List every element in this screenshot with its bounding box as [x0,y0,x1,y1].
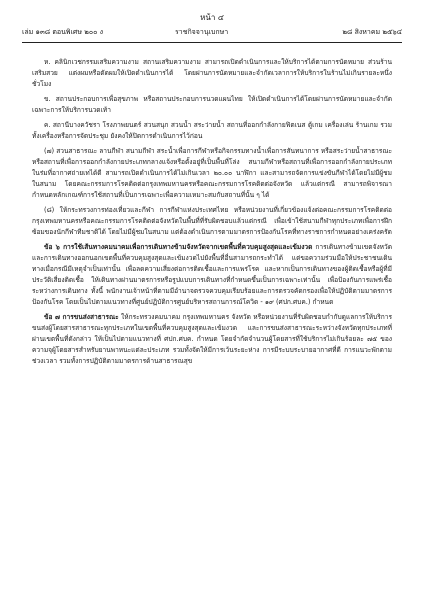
paragraph-text: ข. สถานประกอบการเพื่อสุขภาพ หรือสถานประกอบการนวดแผนไทย ให้เปิดดำเนินการได้โดยผ่านการนัดหมายและจำกัดเฉพาะการให้บริการนวดเท้า [32,95,392,114]
publication-date: ๒๘ สิงหาคม ๒๕๖๔ [342,28,402,36]
volume-issue: เล่ม ๑๓๘ ตอนพิเศษ ๒๐๐ ง [22,28,104,36]
paragraph [32,94,392,116]
paragraph-text: ค. สถานีบางควัชรา โรงภาพยนตร์ สวนสนุก สวนน้ำ สระว่ายน้ำ สถานที่ออกกำลังกายฟิตเนส ตู้เกม เครื่องเล่น ร้านเกม รวมทั้งเครื่องหรือการจัดประชุม ยังคงให้ปิดการดำเนินการไว้ก่อน [32,121,392,140]
paragraph-text: ห. คลินิกเวชกรรมเสริมความงาม สถานเสริมความงาม สามารถเปิดดำเนินการและให้บริการได้ตามการนัดหมาย ส่วนร้านเสริมสวย แต่งผมหรือตัดผมให้เปิดดำเนินการได้ โดยผ่านการนัดหมายและจำกัดเวลาการให้บริการในร้านไม่เกินรายละหนึ่งชั่วโมง [32,58,392,88]
clause [32,312,392,367]
header-divider [22,42,402,43]
clause-text: การเดินทางข้ามเขตจังหวัดและการเดินทางออกนอกเขตพื้นที่ควบคุมสูงสุดและเข้มงวดไปยังพื้นที่อื่นสามารถกระทำได้ แต่ขอความร่วมมือให้ประชาชนเดินทางเมื่อกรณีมีเหตุจำเป็นเท่านั้น เพื่อลดความเสี่ยงต่อการติดเชื้อและการแพร่โรค และหากเป็นการเดินทางของผู้ติดเชื้อหรือผู้ที่มีประวัติเสี่ยงติดเชื้อ ให้เดินทางผ่านมาตรการหรือรูปแบบการเดินทางที่กำหนดขึ้นเป็นการเฉพาะเท่านั้น เพื่อป้องกันการแพร่เชื้อระหว่างการเดินทาง ทั้งนี้ พนักงานเจ้าหน้าที่ตามมีอำนาจตรวจควบคุมเรียบร้อยและการตรวจคัดกรองเพื่อให้ปฏิบัติตามมาตรการป้องกันโรค โดยเป็นไปตามแนวทางที่ศูนย์ปฏิบัติการศูนย์บริหารสถานการณ์โควิด - ๑๙ (ศปก.ศบค.) กำหนด [32,243,392,306]
clause-heading: ข้อ ๖ การใช้เส้นทางคมนาคมเพื่อการเดินทางข้ามจังหวัดจากเขตพื้นที่ควบคุมสูงสุดและเข้มงวด [44,243,313,251]
clause [32,242,392,308]
paragraph [32,146,392,201]
paragraph [32,120,392,142]
clause-heading: ข้อ ๗ การขนส่งสาธารณะ [44,313,119,321]
publication-name: ราชกิจจานุเบกษา [175,28,229,36]
page-header [0,0,424,44]
paragraph [32,57,392,90]
clause-text: ให้กระทรวงคมนาคม กรุงเทพมหานคร จังหวัด หรือหน่วยงานที่รับผิดชอบกำกับดูแลการให้บริการขนส่งผู้โดยสารสาธารณะทุกประเภทในเขตพื้นที่ควบคุมสูงสุดและเข้มงวด และการขนส่งสาธารณะระหว่างจังหวัดทุกประเภทที่ผ่านเขตพื้นที่ดังกล่าว ให้เป็นไปตามแนวทางที่ ศปก.ศบค. กำหนด โดยจำกัดจำนวนผู้โดยสารที่ใช้บริการไม่เกินร้อยละ ๗๕ ของความจุผู้โดยสารสำหรับยานพาหนะแต่ละประเภท รวมทั้งจัดให้มีการเว้นระยะห่าง การมีระบบระบายอากาศที่ดี การแนวะพักตามช่วงเวลา รวมทั้งการปฏิบัติตามมาตรการด้านสาธารณสุข [32,313,392,365]
paragraph-text: (๗) สวนสาธารณะ ลานกีฬา สนามกีฬา สระน้ำเพื่อการกีฬาหรือกิจกรรมทางน้ำเพื่อการสันทนาการ หรือสระว่ายน้ำสาธารณะ หรือสถานที่เพื่อการออกกำลังกายประเภทกลางแจ้งหรือตั้งอยู่ที่เป็นพื้นที่โล่ง สนามกีฬาหรือสถานที่เพื่อการออกกำลังกายประเภทในร่มที่อากาศถ่ายเทได้ดี สามารถเปิดดำเนินการได้ไม่เกินเวลา ๒๐.๐๐ นาฬิกา และสามารถจัดการแข่งขันกีฬาได้โดยไม่มีผู้ชมในสนาม โดยคณะกรรมการโรคติดต่อกรุงเทพมหานครหรือคณะกรรมการโรคติดต่อจังหวัด แล้วแต่กรณี สามารถพิจารณากำหนดหลักเกณฑ์การใช้สถานที่เป็นการเฉพาะเพื่อความเหมาะสมกับสถานที่นั้น ๆ ได้ [32,147,392,199]
paragraph-text: (๘) ให้กระทรวงการท่องเที่ยวและกีฬา การกีฬาแห่งประเทศไทย หรือหน่วยงานที่เกี่ยวข้องแจ้งต่อคณะกรรมการโรคติดต่อกรุงเทพมหานครหรือคณะกรรมการโรคติดต่อจังหวัดในพื้นที่ที่รับผิดชอบแล้วแต่กรณี เพื่อเข้าใช้สนามกีฬาทุกประเภทเพื่อการฝึกซ้อมของนักกีฬาทีมชาติได้ โดยไม่มีผู้ชมในสนาม แต่ต้องดำเนินการตามมาตรการป้องกันโรคที่ทางราชการกำหนดอย่างเคร่งครัด [32,206,392,236]
document-body [32,57,392,371]
paragraph [32,205,392,238]
page-number: หน้า ๔ [200,13,224,22]
